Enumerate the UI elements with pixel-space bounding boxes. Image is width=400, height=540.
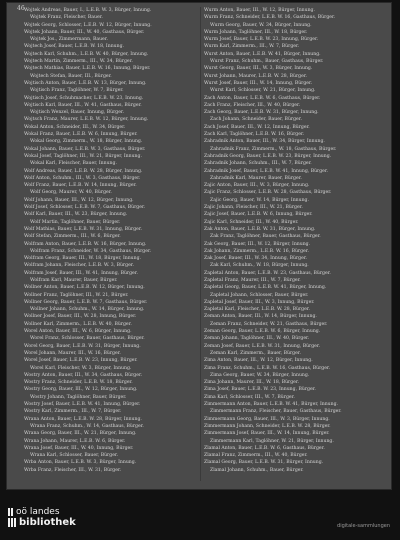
directory-entry: Wolf Karl, Bauer, III., W. 23, Bürger, Innung. <box>24 212 128 218</box>
directory-entry: Wokal Josef, Taglöhner, III., W. 21, Bürger, Innung. <box>24 153 142 159</box>
directory-entry: Wrba Anton, Bauer, L.E.B. W. 3, Bürger, Innung. <box>24 460 137 466</box>
directory-entry: Zajic Karl, Schneider, III., W. 40, Bürger. <box>204 219 299 225</box>
directory-entry: Zlamal Georg, Bauer, L.E.B. W. 31, Bürger, Innung. <box>204 460 324 466</box>
directory-entry: Zimmermann Georg, Bauer, III., W. 3, Bürger, Innung. <box>204 416 330 422</box>
directory-entry: Wojtek Georg, Schlosser, L.E.B. W. 12, Bürger, Innung. <box>24 22 152 28</box>
directory-entry: Wojtech Stefan, Bauer, III., Bürger. <box>30 73 112 79</box>
directory-entry: Zima Karl, Schlosser, III., W. 7, Bürger. <box>204 394 295 400</box>
directory-entry: Wokal Franz, Bauer, L.E.B. W. 6, Innung, Bürger. <box>24 132 138 138</box>
directory-entry: Wurm Franz, Schneider, L.E.B. W. 16, Gasthaus, Bürger. <box>204 15 336 21</box>
directory-entry: Wrana Georg, Bauer, III., W. 21, Bürger, Innung. <box>24 431 137 437</box>
directory-entry: Zak Anton, Bauer, L.E.B. W. 31, Bürger, Innung. <box>204 226 316 232</box>
directory-entry: Wokal Karl, Fleischer, Bauer, Innung. <box>30 161 117 167</box>
directory-entry: Wolfram Karl, Maurer, Bauer, Bürger. <box>30 277 118 283</box>
collection-credit: digitale-sammlungen <box>337 523 390 529</box>
directory-entry: Zak Franz, Taglöhner, Bauer, Gasthaus, Bürger. <box>210 234 321 240</box>
directory-entry: Zimmermann Karl, Taglöhner, W. 21, Bürger, Innung. <box>210 438 334 444</box>
right-column <box>204 7 382 481</box>
directory-entry: Wolfram Johann, Fleischer, L.E.B. W. 3, Bürger. <box>24 263 134 269</box>
directory-entry: Wojtech Josef, Bauer, L.E.B. W. 18, Innung. <box>24 44 124 50</box>
directory-entry: Zak Georg, Bauer, III., W. 12, Bürger, Innung. <box>204 241 311 247</box>
directory-entry: Zima Josef, Bauer, L.E.B. W. 23, Innung, Bürger. <box>204 387 316 393</box>
directory-entry: Wrana Johann, Maurer, L.E.B. W. 6, Bürger. <box>24 438 126 444</box>
directory-entry: Wojtisch Josef, Schuhmacher, L.E.B. W. 23, Innung. <box>24 95 144 101</box>
directory-entry: Wostry Franz, Schneider, L.E.B. W. 18, Bürger. <box>24 380 133 386</box>
directory-entry: Wolfram Anton, Bauer, L.E.B. W. 16, Bürger, Innung. <box>24 241 147 247</box>
directory-entry: Wurm Josef, Bauer, L.E.B. W. 23, Innung, Bürger. <box>204 37 319 43</box>
directory-entry: Wojtech Martin, Zimmerm., III., W. 34, Bürger. <box>24 59 133 65</box>
directory-entry: Zajic Georg, Bauer, W. 14, Bürger, Innung. <box>210 197 309 203</box>
directory-entry: Wojtek Franz, Fleischer, Bauer. <box>30 15 103 21</box>
directory-entry: Wolf Georg, Maurer, W. 40, Bürger. <box>30 190 112 196</box>
directory-entry: Zach Johann, Schneider, Bauer, Bürger. <box>210 117 302 123</box>
directory-entry: Zahradnik Josef, Bauer, L.E.B. W. 41, Innung, Bürger. <box>204 168 329 174</box>
directory-entry: Wrba Franz, Fleischer, III., W. 31, Bürger. <box>24 467 122 473</box>
directory-entry: Wollner Johann, Schuhm., W. 14, Bürger, Innung. <box>30 307 145 313</box>
directory-entry: Wojtek Johann, Bauer, III., W. 40, Gasthaus, Bürger. <box>24 29 145 35</box>
directory-entry: Wolf Andreas, Bauer, L.E.B. W. 28, Bürger, Innung. <box>24 168 143 174</box>
directory-entry: Zlamal Franz, Zimmerm., III., W. 40, Bürger. <box>204 453 308 459</box>
directory-entry: Wurst Johann, Maurer, L.E.B. W. 28, Bürger. <box>204 73 307 79</box>
directory-entry: Wojtech Karl, Schuhm., L.E.B. W. 40, Bürger, Innung. <box>24 51 149 57</box>
directory-entry: Wolf Johann, Bauer, III., W. 12, Bürger, Innung. <box>24 197 134 203</box>
directory-entry: Wollner Franz, Taglöhner, III., W. 21, Bürger. <box>24 292 129 298</box>
directory-entry: Zach Georg, Bauer, L.E.B. W. 31, Bürger, Innung. <box>204 110 319 116</box>
directory-entry: Wostry Johann, Taglöhner, Bauer, Bürger. <box>30 394 127 400</box>
directory-entry: Zak Johann, Zimmerm., L.E.B. W. 16, Bürger. <box>204 248 309 254</box>
directory-entry: Worel Franz, Schlosser, Bauer, Gasthaus, Bürger. <box>30 336 145 342</box>
directory-entry: Zapletal Franz, Maurer, III., W. 7, Bürger. <box>204 277 301 283</box>
directory-entry: Zlamal Johann, Schuhm., Bauer, Bürger. <box>210 467 304 473</box>
directory-entry: Wrana Franz, Schuhm., W. 14, Gasthaus, Bürger. <box>30 423 144 429</box>
directory-entry: Wostry Josef, Bauer, L.E.B. W. 41, Innung, Bürger. <box>24 402 141 408</box>
directory-entry: Wojtisch Franz, Taglöhner, W. 7, Bürger. <box>30 88 124 94</box>
directory-entry: Worel Johann, Maurer, III., W. 16, Bürger. <box>24 350 121 356</box>
directory-entry: Wurst Karl, Schlosser, W. 21, Bürger, Innung. <box>210 88 316 94</box>
directory-entry: Wolf Anton, Schuhm., III., W. 3, Gasthaus, Bürger. <box>24 175 141 181</box>
directory-entry: Zajic Johann, Fleischer, III., W. 21, Bürger. <box>204 205 303 211</box>
directory-entry: Wojtisch Karl, Bauer, III., W. 41, Gasthaus, Bürger. <box>24 102 142 108</box>
directory-entry: Zeman Josef, Bauer, L.E.B. W. 31, Innung, Bürger. <box>204 343 321 349</box>
directory-entry: Zajic Anton, Bauer, III., W. 3, Bürger, Innung. <box>204 183 310 189</box>
directory-entry: Worel Karl, Fleischer, W. 3, Bürger, Innung. <box>30 365 132 371</box>
directory-entry: Wokal Johann, Bauer, L.E.B. W. 3, Gasthaus, Bürger. <box>24 146 146 152</box>
directory-entry: Wojtisch Anton, Bauer, L.E.B. W. 13, Bürger, Innung. <box>24 80 147 86</box>
directory-entry: Zahradnik Johann, Schuhm., III., W. 7, Bürger. <box>204 161 312 167</box>
directory-entry: Wrana Karl, Schlosser, Bauer, Bürger. <box>30 453 119 459</box>
directory-entry: Zapletal Josef, Bauer, III., W. 3, Innung, Bürger. <box>204 299 315 305</box>
directory-entry: Zajic Josef, Bauer, L.E.B. W. 6, Innung, Bürger. <box>204 212 313 218</box>
directory-entry: Wokal Anton, Schneider, III., W. 34, Bürger. <box>24 124 126 130</box>
directory-entry: Zahradnik Franz, Zimmerm., W. 18, Gasthaus, Bürger. <box>210 146 337 152</box>
directory-entry: Wollner Georg, Bauer, L.E.B. W. 7, Gasthaus, Bürger. <box>24 299 148 305</box>
directory-entry: Zima Georg, Bauer, W. 34, Bürger, Innung. <box>210 372 310 378</box>
directory-entry: Wostry Georg, Bauer, III., W. 12, Bürger, Innung. <box>24 387 138 393</box>
directory-entry: Zeman Franz, Schneider, W. 21, Gasthaus, Bürger. <box>210 321 328 327</box>
directory-entry: Wostry Anton, Bauer, III., W. 34, Gasthaus, Bürger. <box>24 372 143 378</box>
footer-bar <box>0 489 400 540</box>
directory-entry: Zimmermann Franz, Fleischer, Bauer, Gasthaus, Bürger. <box>210 409 342 415</box>
directory-entry: Zach Franz, Fleischer, III., W. 40, Bürger. <box>204 102 301 108</box>
directory-entry: Wolf Mathias, Bauer, L.E.B. W. 31, Innung, Bürger. <box>24 226 143 232</box>
directory-entry: Wollner Anton, Bauer, L.E.B. W. 12, Bürger, Innung. <box>24 285 145 291</box>
directory-entry: Wolf Franz, Bauer, L.E.B. W. 14, Innung, Bürger. <box>24 183 137 189</box>
directory-entry: Wojtek Jos., Zimmermann, Bauer. <box>30 37 108 43</box>
page-number: 46 <box>17 5 25 12</box>
directory-entry: Zahradnik Georg, Bauer, L.E.B. W. 23, Bürger, Innung. <box>204 153 332 159</box>
directory-entry: Zajic Franz, Schlosser, L.E.B. W. 28, Gasthaus, Bürger. <box>204 190 332 196</box>
directory-entry: Zak Josef, Bauer, III., W. 34, Innung, Bürger. <box>204 256 307 262</box>
directory-entry: Wollner Josef, Bauer, III., W. 28, Innung, Bürger. <box>24 314 137 320</box>
directory-entry: Zach Josef, Bauer, III., W. 12, Innung, Bürger. <box>204 124 310 130</box>
directory-entry: Wolfram Georg, Bauer, III., W. 18, Bürger, Innung. <box>24 256 141 262</box>
directory-entry: Wurst Josef, Bauer, III., W. 14, Innung, Bürger. <box>204 80 313 86</box>
logo-bars-icon <box>8 508 13 516</box>
logo-text-bottom: bibliothek <box>19 517 76 528</box>
directory-entry: Zapletal Georg, Bauer, L.E.B. W. 41, Bürger, Innung. <box>204 285 327 291</box>
directory-entry: Wolf Josef, Schlosser, L.E.B. W. 7, Gasthaus, Bürger. <box>24 205 146 211</box>
directory-entry: Wollner Karl, Zimmerm., L.E.B. W. 40, Bürger. <box>24 321 132 327</box>
directory-entry: Zimmermann Josef, Bauer, III., W. 14, Innung, Bürger. <box>204 431 330 437</box>
directory-entry: Wurm Karl, Zimmerm., III., W. 7, Bürger. <box>204 44 300 50</box>
directory-entry: Wolf Martin, Taglöhner, Bauer, Bürger. <box>30 219 121 225</box>
directory-entry: Zahradnik Karl, Maurer, Bauer, Bürger. <box>210 175 302 181</box>
directory-entry: Zeman Georg, Bauer, L.E.B. W. 6, Bürger, Innung. <box>204 329 321 335</box>
directory-entry: Wrana Josef, Bauer, III., W. 40, Innung, Bürger. <box>24 445 134 451</box>
directory-entry: Zeman Anton, Bauer, III., W. 14, Bürger, Innung. <box>204 314 317 320</box>
directory-entry: Wrana Anton, Bauer, L.E.B. W. 28, Bürger, Innung. <box>24 416 142 422</box>
directory-entry: Zimmermann Anton, Bauer, L.E.B. W. 41, Bürger, Innung. <box>204 402 339 408</box>
directory-entry: Wurst Anton, Bauer, L.E.B. W. 41, Bürger, Innung. <box>204 51 321 57</box>
directory-entry: Wurm Anton, Bauer, III., W. 12, Bürger, Innung. <box>204 8 315 13</box>
directory-entry: Wolfram Franz, Schneider, W. 34, Gasthaus, Bürger. <box>30 248 152 254</box>
scanned-page <box>7 3 391 489</box>
directory-entry: Worel Georg, Bauer, L.E.B. W. 31, Bürger, Innung. <box>24 343 141 349</box>
directory-entry: Wojtsch Franz, Maurer, L.E.B. W. 12, Bürger, Innung. <box>24 117 149 123</box>
directory-entry: Zahradnik Anton, Bauer, III., W. 34, Bürger, Innung. <box>204 139 325 145</box>
directory-entry: Wojtek Andreas, Bauer, I., L.E.B. W. 3, Bürger, Innung. <box>24 8 152 13</box>
directory-entry: Wokal Georg, Zimmerm., W. 18, Bürger, Innung. <box>30 139 143 145</box>
directory-entry: Wostry Karl, Zimmerm., III., W. 7, Bürger. <box>24 409 122 415</box>
logo-text-top: oö landes <box>16 507 60 517</box>
directory-entry: Zapletal Johann, Schlosser, Bauer, Bürger. <box>210 292 309 298</box>
directory-entry: Zach Karl, Taglöhner, L.E.B. W. 16, Bürger. <box>204 132 305 138</box>
logo-bars-icon <box>8 518 16 527</box>
directory-entry: Wurst Franz, Schuhm., Bauer, Gasthaus, Bürger. <box>210 59 324 65</box>
directory-entry: Zeman Karl, Zimmerm., Bauer, Bürger. <box>210 350 301 356</box>
directory-entry: Wojtisch Wenzel, Bauer, Innung, Bürger. <box>30 110 125 116</box>
directory-entry: Worel Josef, Bauer, L.E.B. W. 23, Innung, Bürger. <box>24 358 138 364</box>
directory-entry: Zapletal Karl, Fleischer, L.E.B. W. 28, Bürger. <box>204 307 310 313</box>
directory-entry: Worel Anton, Bauer, III., W. 6, Bürger, Innung. <box>24 329 132 335</box>
directory-entry: Zima Johann, Maurer, III., W. 18, Bürger. <box>204 380 300 386</box>
directory-entry: Wurm Georg, Bauer, W. 34, Bürger, Innung. <box>210 22 312 28</box>
directory-entry: Zimmermann Johann, Schneider, L.E.B. W. 28, Bürger. <box>204 423 331 429</box>
left-column <box>24 7 202 481</box>
library-logo[interactable] <box>8 507 76 528</box>
directory-entry: Zlamal Anton, Bauer, L.E.B. W. 6, Gasthaus, Bürger. <box>204 445 325 451</box>
directory-entry: Wojtech Mathias, Bauer, L.E.B. W. 16, Innung, Bürger. <box>24 66 151 72</box>
directory-entry: Zach Anton, Bauer, L.E.B. W. 6, Gasthaus, Bürger. <box>204 95 321 101</box>
directory-entry: Wurm Johann, Taglöhner, III., W. 18, Bürger. <box>204 29 308 35</box>
directory-entry: Zapletal Anton, Bauer, L.E.B. W. 23, Gasthaus, Bürger. <box>204 270 331 276</box>
directory-entry: Zak Karl, Schuhm., W. 18, Bürger, Innung. <box>210 263 309 269</box>
column-divider <box>200 7 201 481</box>
directory-entry: Wolf Stefan, Zimmerm., III., W. 6, Bürger. <box>24 234 121 240</box>
directory-entry: Zima Anton, Bauer, III., W. 12, Bürger, Innung. <box>204 358 313 364</box>
directory-entry: Wolfram Josef, Bauer, III., W. 41, Innung, Bürger. <box>24 270 138 276</box>
directory-entry: Zima Franz, Schuhm., L.E.B. W. 16, Gasthaus, Bürger. <box>204 365 331 371</box>
directory-entry: Wurst Georg, Bauer, III., W. 3, Bürger, Innung. <box>204 66 313 72</box>
directory-entry: Zeman Johann, Taglöhner, III., W. 40, Bürger. <box>204 336 310 342</box>
